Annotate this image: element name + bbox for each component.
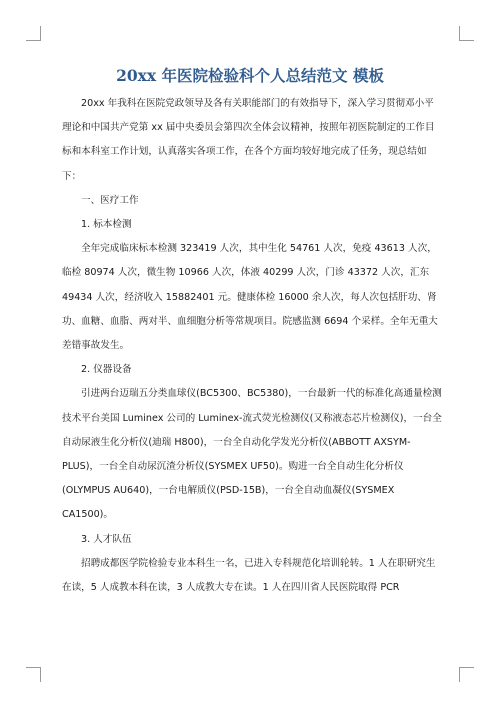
section-heading-medical-work: 一、医疗工作 [81, 194, 139, 206]
crop-mark-bottom-left-h [26, 667, 40, 668]
crop-mark-top-right-h [460, 40, 474, 41]
subheading-equipment: 2. 仪器设备 [81, 364, 132, 376]
crop-mark-bottom-right-h [460, 667, 474, 668]
crop-mark-bottom-right-v [459, 667, 460, 682]
subheading-talent-team: 3. 人才队伍 [81, 533, 132, 545]
crop-mark-top-left-v [40, 26, 41, 41]
talent-team-paragraph: 招聘成都医学院检验专业本科生一名，已进入专科规范化培训轮转。1 人在职研究生在读，5 人成教本科在读，3 人成教大专在读。1 人在四川省人民医院取得 PCR [62, 557, 436, 594]
subheading-specimen-testing: 1. 标本检测 [81, 219, 132, 231]
crop-mark-top-right-v [459, 26, 460, 41]
equipment-paragraph: 引进两台迈瑞五分类血球仪(BC5300、BC5380)，一台最新一代的标准化高通量检测技术平台美国 Luminex 公司的 Luminex-流式荧光检测仪(又称液态芯片检测仪)，一台全自动尿液生化分析仪(迪瑞 H800)，一台全自动化学发光分析仪(ABBOTT AXSYM-PLUS)，一台全自动尿沉渣分析仪(SYSMEX UF50)。购进一台全自动生化分析仪(OLYMPUS AU640)，一台电解质仪(PSD-15B)，一台全自动血凝仪(SYSMEX CA1500)。 [62, 388, 442, 521]
crop-mark-bottom-left-v [40, 667, 41, 682]
document-title: 20xx 年医院检验科个人总结范文 模板 [116, 66, 384, 85]
crop-mark-top-left-h [26, 40, 40, 41]
intro-paragraph: 20xx 年我科在医院党政领导及各有关职能部门的有效指导下，深入学习贯彻邓小平理论和中国共产党第 xx 届中央委员会第四次全体会议精神，按照年初医院制定的工作目标和本科室工作计划，认真落实各项工作，在各个方面均较好地完成了任务，现总结如下： [62, 98, 435, 182]
document-body [62, 92, 442, 600]
specimen-testing-paragraph: 全年完成临床标本检测 323419 人次，其中生化 54761 人次，免疫 43613 人次，临检 80974 人次，微生物 10966 人次，体液 40299 人次，门诊 43372 人次，汇东 49434 人次，经济收入 15882401 元。健康体检 16000 余人次，每人次包括肝功、肾功、血糖、血脂、两对半、血细胞分析等常规项目。院感监测 6694 个采样。全年无重大差错事故发生。 [62, 243, 438, 352]
